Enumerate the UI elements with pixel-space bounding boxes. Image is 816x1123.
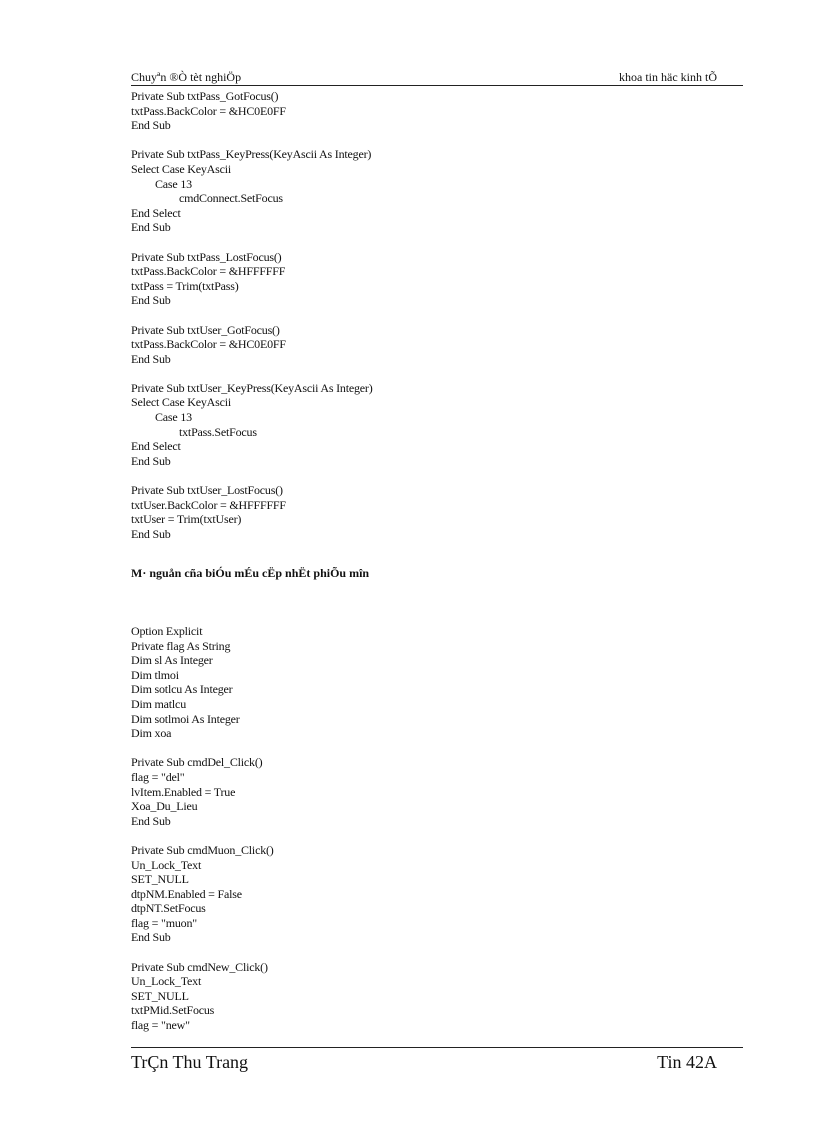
code-line [131,828,731,843]
code-line: End Sub [131,293,171,308]
code-line: End Sub [131,453,171,468]
code-line [131,308,731,323]
footer-class: Tin 42A [657,1052,717,1072]
code-line: Private flag As String [131,638,231,653]
section-heading: M· nguån cña biÓu mÉu cËp nhËt phiÕu mîn [131,566,370,580]
code-line [131,133,731,148]
code-line: End Sub [131,351,171,366]
header-right-text: khoa tin häc kinh tÕ [619,70,717,84]
code-line: Dim xoa [131,726,172,741]
code-line: Private Sub txtPass_LostFocus() [131,249,282,264]
code-line: Private Sub cmdNew_Click() [131,959,268,974]
code-line: Select Case KeyAscii [131,395,231,410]
code-block-login-events [131,89,731,541]
code-line: Select Case KeyAscii [131,161,231,176]
code-line: End Sub [131,813,171,828]
code-line: End Sub [131,220,171,235]
code-line: SET_NULL [131,872,189,887]
footer-divider [131,1047,743,1048]
code-line: Dim tlmoi [131,667,179,682]
code-line: flag = "new" [131,1018,190,1033]
code-line: Dim sl As Integer [131,653,213,668]
code-line: Dim sotlmoi As Integer [131,711,240,726]
code-line: Case 13 [155,410,192,425]
code-line: End Sub [131,930,171,945]
code-line: End Select [131,205,181,220]
page-header [131,70,743,84]
footer-author: TrÇn Thu Trang [131,1052,249,1072]
code-line: lvItem.Enabled = True [131,784,236,799]
header-left-text: Chuyªn ®Ò tèt nghiÖp [131,70,242,84]
code-line: dtpNM.Enabled = False [131,886,242,901]
code-line: Xoa_Du_Lieu [131,799,198,814]
code-line: Dim sotlcu As Integer [131,682,233,697]
code-line: txtPass = Trim(txtPass) [131,278,239,293]
code-line [131,468,731,483]
code-line: txtPass.BackColor = &HFFFFFF [131,264,286,279]
code-line: txtUser.BackColor = &HFFFFFF [131,497,286,512]
code-line: dtpNT.SetFocus [131,901,206,916]
code-line: txtPass.BackColor = &HC0E0FF [131,103,286,118]
code-line: Private Sub cmdDel_Click() [131,755,263,770]
code-line: Dim matlcu [131,696,186,711]
code-line: Un_Lock_Text [131,974,202,989]
code-line: cmdConnect.SetFocus [179,191,283,206]
code-line: Private Sub txtPass_KeyPress(KeyAscii As Integer) [131,147,372,162]
code-line [131,366,731,381]
code-line: Option Explicit [131,624,203,638]
code-line: Private Sub txtUser_LostFocus() [131,483,283,498]
code-line: End Select [131,439,181,454]
code-block-loan-form [131,624,731,1033]
code-line: End Sub [131,526,171,541]
header-divider [131,85,743,86]
code-line: Private Sub cmdMuon_Click() [131,842,274,857]
code-line: flag = "del" [131,769,185,784]
code-line: End Sub [131,118,171,133]
page-footer [131,1050,743,1074]
code-line: flag = "muon" [131,915,197,930]
code-line: SET_NULL [131,988,189,1003]
code-line [131,741,731,756]
code-line: Private Sub txtUser_GotFocus() [131,322,280,337]
code-line: Case 13 [155,176,192,191]
code-line: txtPass.SetFocus [179,424,257,439]
code-line [131,945,731,960]
code-line: Un_Lock_Text [131,857,202,872]
code-line: Private Sub txtPass_GotFocus() [131,89,279,103]
code-line: txtPMid.SetFocus [131,1003,215,1018]
code-line: Private Sub txtUser_KeyPress(KeyAscii As Integer) [131,380,373,395]
code-line: txtUser = Trim(txtUser) [131,512,242,527]
code-line [131,235,731,250]
code-line: txtPass.BackColor = &HC0E0FF [131,337,286,352]
